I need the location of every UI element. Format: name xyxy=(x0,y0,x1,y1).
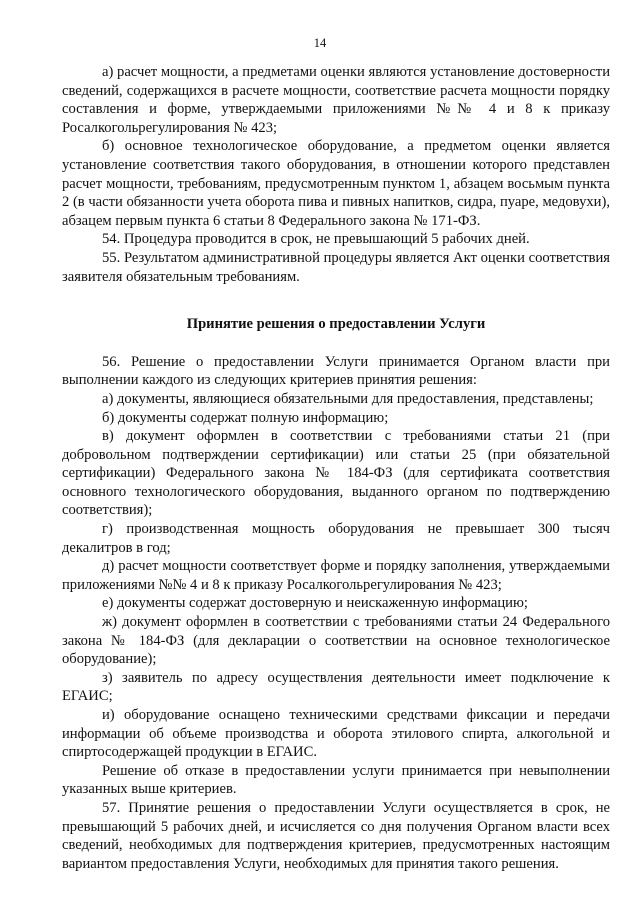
criterion-g: г) производственная мощность оборудования не превышает 300 тысяч декалитров в год; xyxy=(62,521,610,556)
paragraph-item-a: а) расчет мощности, а предметами оценки являются установление достоверности сведений, содержащихся в расчете мощности, соответствие расчета мощности порядку составления и форме, утверждаемыми приложениями №№ 4 и 8 к приказу Росалкогольрегулирования № 423; xyxy=(62,64,610,136)
refusal-paragraph: Решение об отказе в предоставлении услуги принимается при невыполнении указанных выше критериев. xyxy=(62,762,610,798)
section-heading: Принятие решения о предоставлении Услуги xyxy=(186,316,486,333)
paragraph-57: 57. Принятие решения о предоставлении Услуги осуществляется в срок, не превышающий 5 рабочих дней, и исчисляется со дня получения Органом власти всех сведений, необходимых для подтверждения критериев, предусмотренных настоящим вариантом предоставления Услуги, необходимых для принятия такого решения. xyxy=(62,799,610,872)
criterion-v: в) документ оформлен в соответствии с требованиями статьи 21 (при добровольном подтверждении сертификации) или статьи 25 (при обязательной сертификации) Федерального закона № 184-ФЗ (для сертификата соответствия основного технологического оборудования, выданного органом по подтверждению соответствия); xyxy=(62,428,610,519)
criterion-a: а) документы, являющиеся обязательными для предоставления, представлены; xyxy=(102,390,594,407)
paragraph-55: 55. Результатом административной процедуры является Акт оценки соответствия заявителя обязательным требованиям. xyxy=(62,249,610,285)
criterion-zh: ж) документ оформлен в соответствии с требованиями статьи 24 Федерального закона № 184-ФЗ (для декларации о соответствии на основное технологическое оборудование); xyxy=(62,614,610,668)
paragraph-56: 56. Решение о предоставлении Услуги принимается Органом власти при выполнении каждого из следующих критериев принятия решения: xyxy=(62,353,610,389)
document-body xyxy=(62,63,610,873)
paragraph-54: 54. Процедура проводится в срок, не превышающий 5 рабочих дней. xyxy=(102,231,530,248)
criterion-i: и) оборудование оснащено техническими средствами фиксации и передачи информации об объеме производства и оборота этилового спирта, алкогольной и спиртосодержащей продукции в ЕГАИС. xyxy=(62,707,610,761)
criterion-e: е) документы содержат достоверную и неискаженную информацию; xyxy=(102,595,528,612)
criterion-d: д) расчет мощности соответствует форме и порядку заполнения, утверждаемыми приложениями №№ 4 и 8 к приказу Росалкогольрегулирования № 423; xyxy=(62,558,610,593)
criterion-z: з) заявитель по адресу осуществления деятельности имеет подключение к ЕГАИС; xyxy=(62,669,610,705)
criterion-b: б) документы содержат полную информацию; xyxy=(102,409,389,426)
paragraph-item-b: б) основное технологическое оборудование, а предметом оценки является установление соответствия такого оборудования, в отношении которого представлен расчет мощности, требованиям, предусмотренным пунктом 1, абзацем восьмым пункта 2 (в части обязанности учета оборота пива и пивных напитков, сидра, пуаре, медовухи), абзацем первым пункта 6 статьи 8 Федерального закона № 171-ФЗ. xyxy=(62,138,610,229)
page-number: 14 xyxy=(313,36,327,50)
